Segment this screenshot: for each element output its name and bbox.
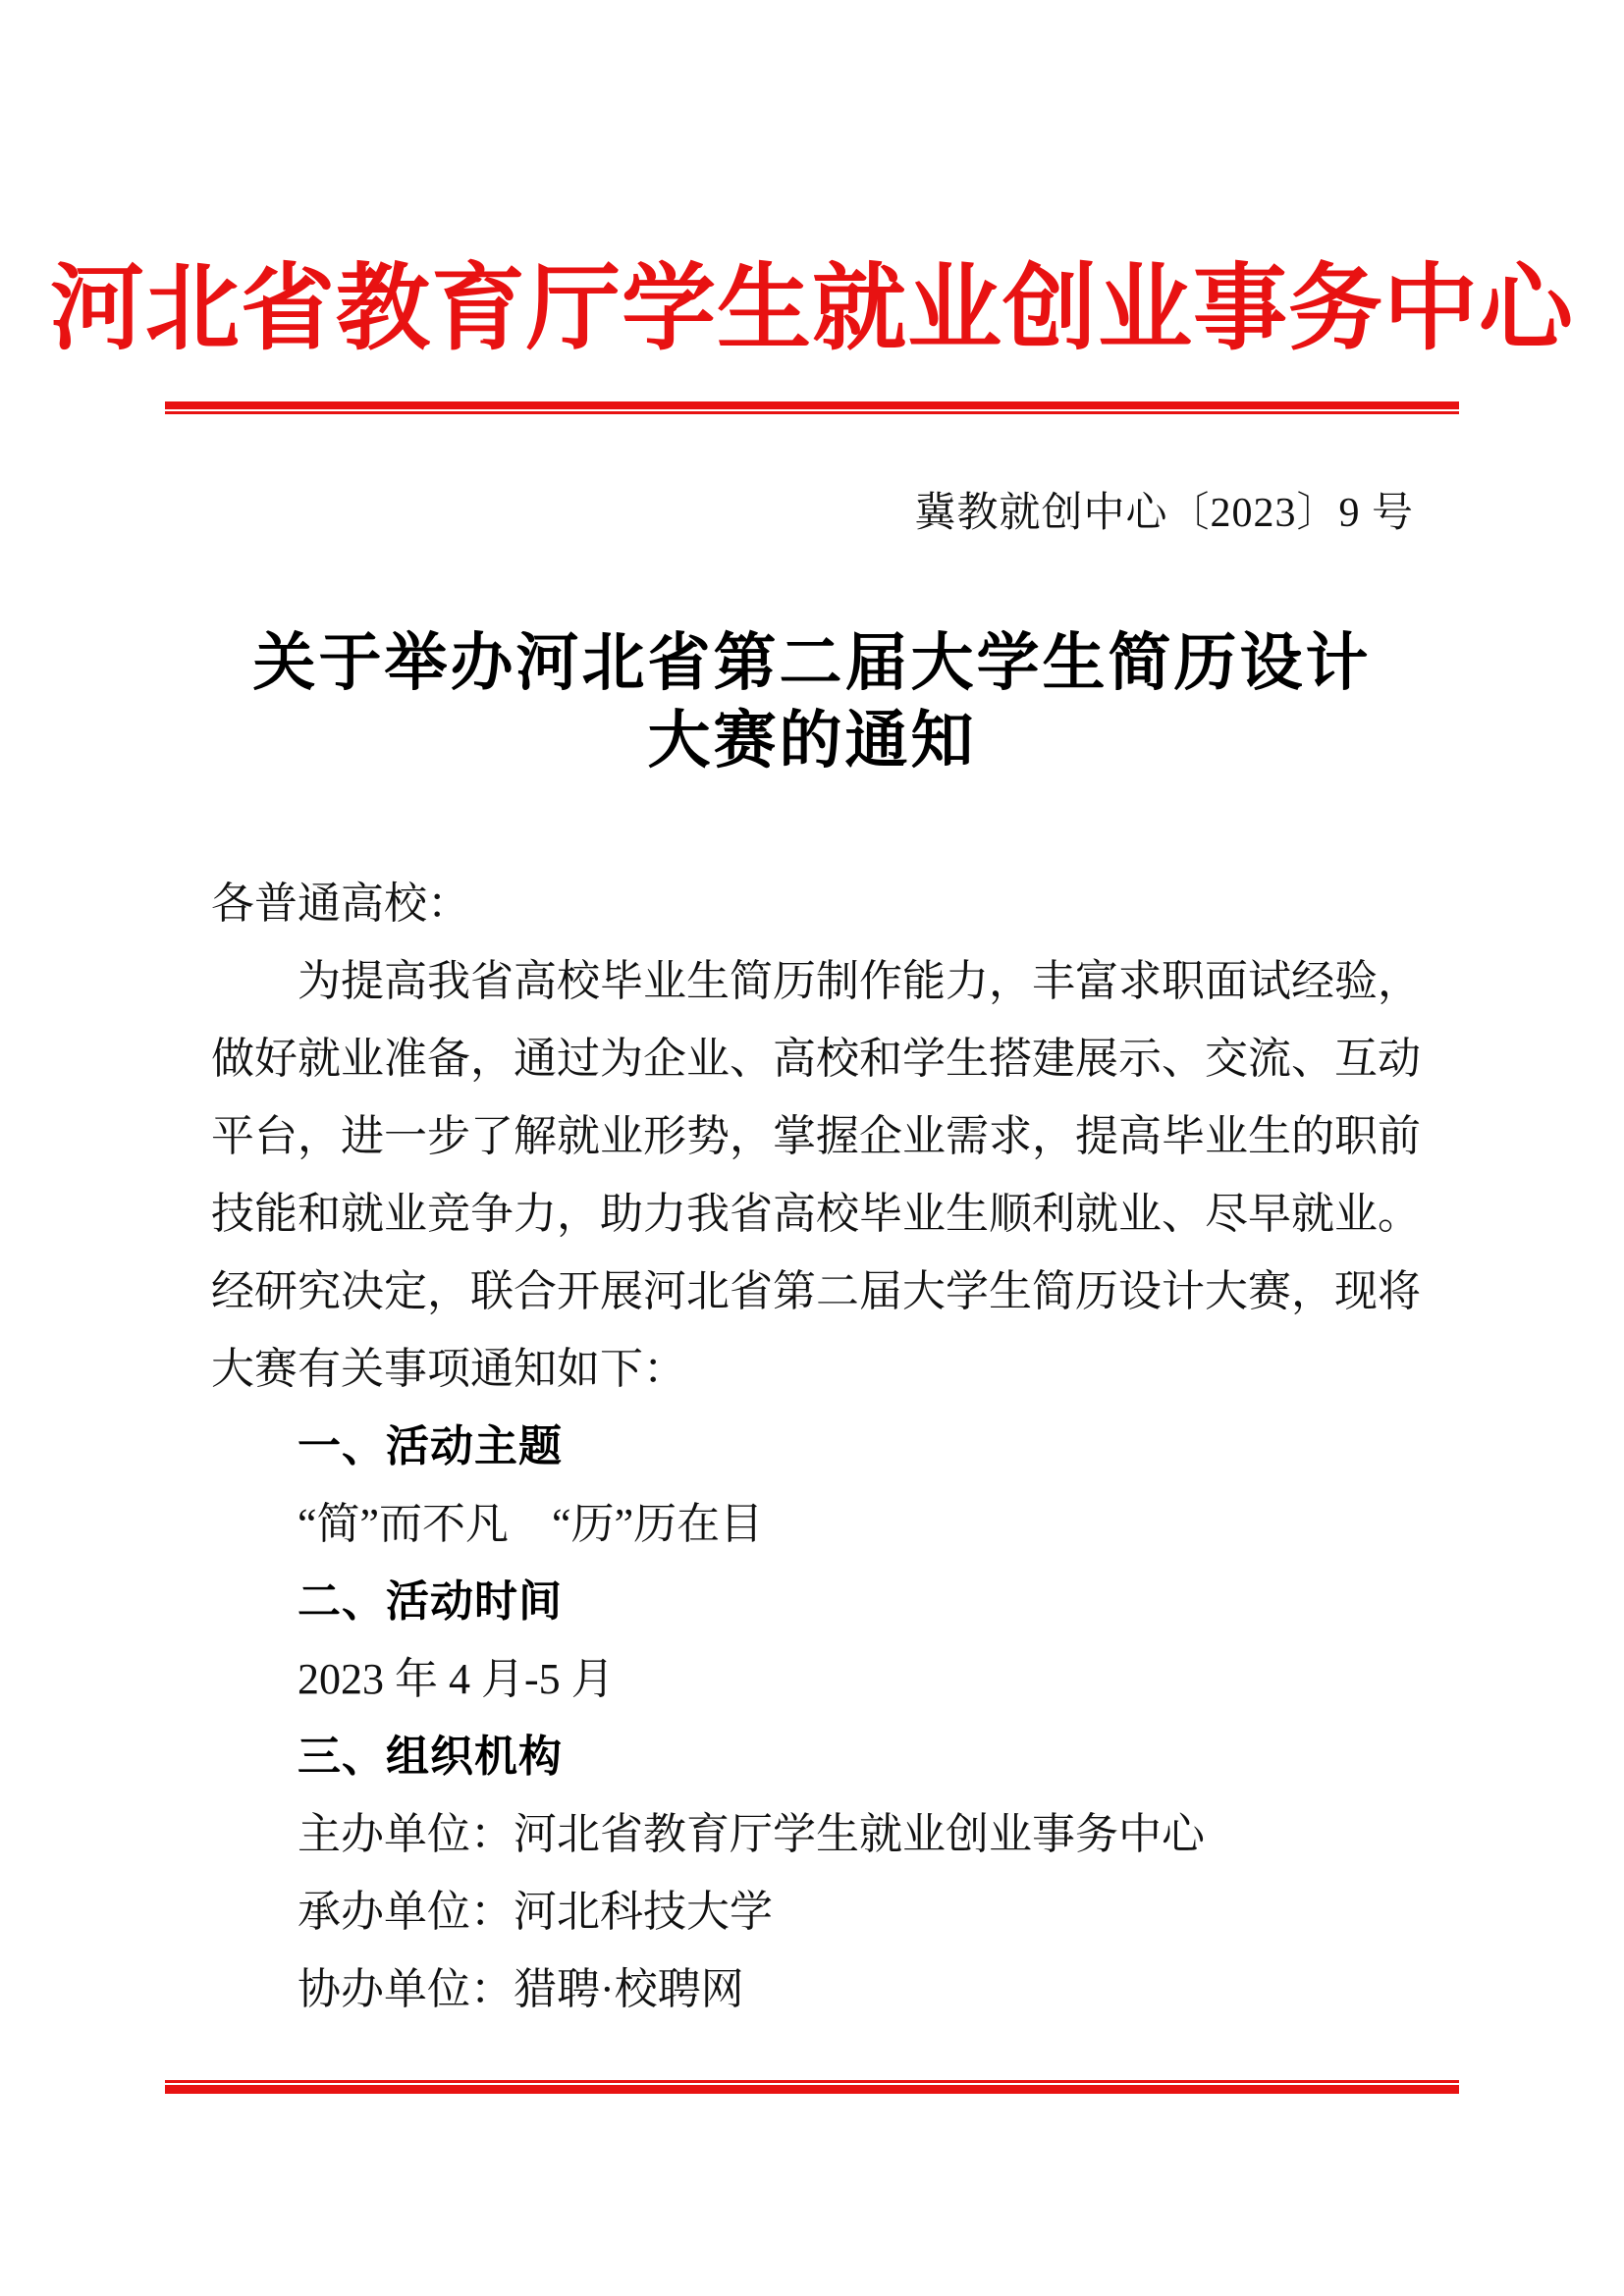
section-line-theme-slogan: “简”而不凡 “历”历在目 bbox=[298, 1500, 764, 1548]
rule-thin-line bbox=[165, 411, 1459, 414]
section-line-co-organizer-unit: 协办单位：猎聘·校聘网 bbox=[298, 1965, 744, 2013]
document-number: 冀教就创中心〔2023〕9 号 bbox=[914, 491, 1414, 536]
paragraph-line: 技能和就业竞争力，助力我省高校毕业生顺利就业、尽早就业。 bbox=[211, 1190, 1421, 1238]
rule-thin-line bbox=[165, 2080, 1459, 2083]
paragraph-line: 为提高我省高校毕业生简历制作能力，丰富求职面试经验， bbox=[298, 957, 1421, 1005]
notice-title bbox=[0, 624, 1624, 779]
notice-title-line-1: 关于举办河北省第二届大学生简历设计 bbox=[252, 628, 1372, 698]
rule-thick-line bbox=[165, 2085, 1459, 2094]
notice-title-line-2: 大赛的通知 bbox=[647, 706, 977, 775]
rule-thick-line bbox=[165, 401, 1459, 409]
section-heading-activity-theme: 一、活动主题 bbox=[298, 1422, 563, 1470]
footer-rule-bottom bbox=[165, 2080, 1459, 2094]
notice-body bbox=[211, 865, 1448, 2028]
section-line-activity-dates: 2023 年 4 月-5 月 bbox=[298, 1655, 615, 1703]
letterhead-rule-top bbox=[165, 401, 1459, 414]
section-heading-activity-time: 二、活动时间 bbox=[298, 1577, 563, 1626]
salutation: 各普通高校： bbox=[211, 880, 470, 928]
paragraph-line: 经研究决定，联合开展河北省第二届大学生简历设计大赛，现将 bbox=[211, 1267, 1421, 1315]
section-heading-organizers: 三、组织机构 bbox=[298, 1733, 563, 1781]
letterhead-title: 河北省教育厅学生就业创业事务中心 bbox=[50, 256, 1574, 361]
paragraph-line: 平台，进一步了解就业形势，掌握企业需求，提高毕业生的职前 bbox=[211, 1112, 1421, 1160]
paragraph-line: 大赛有关事项通知如下： bbox=[211, 1345, 686, 1393]
section-line-organizer-unit: 承办单位：河北科技大学 bbox=[298, 1888, 773, 1936]
paragraph-line: 做好就业准备，通过为企业、高校和学生搭建展示、交流、互动 bbox=[211, 1035, 1421, 1083]
section-line-host-unit: 主办单位：河北省教育厅学生就业创业事务中心 bbox=[298, 1810, 1205, 1858]
